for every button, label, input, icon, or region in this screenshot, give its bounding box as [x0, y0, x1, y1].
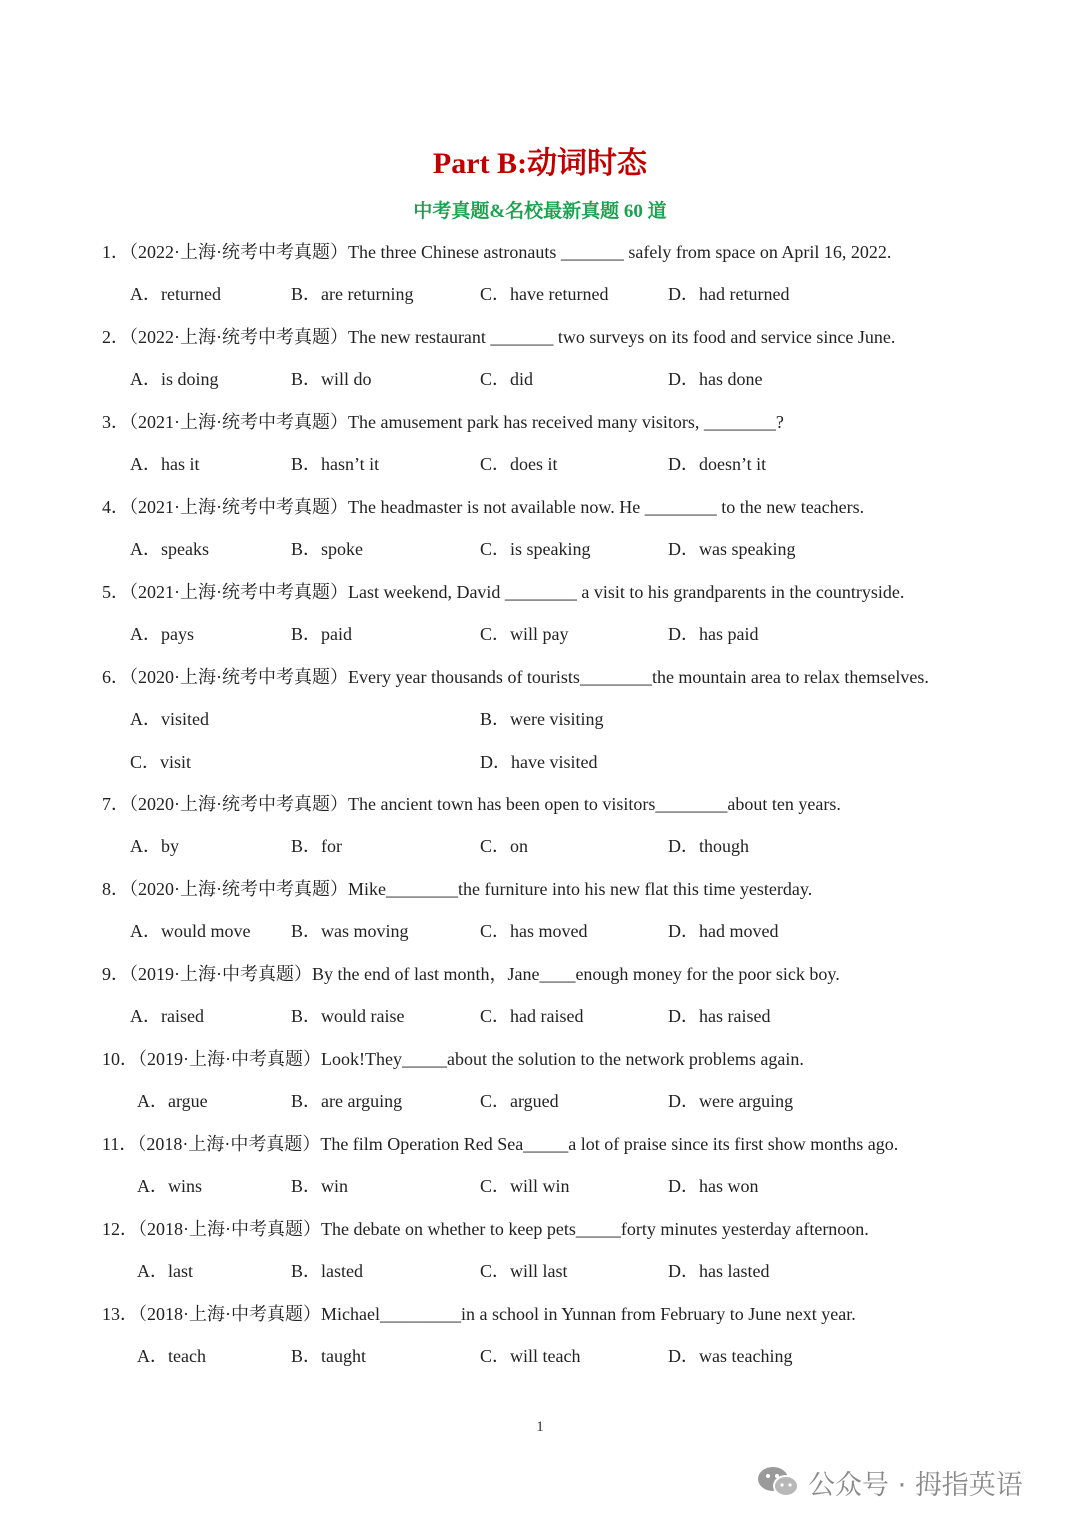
answer-option: B．were visiting — [480, 709, 604, 729]
answer-option: C．had raised — [480, 1006, 584, 1026]
answer-option: A．argue — [137, 1091, 208, 1111]
options-row — [0, 1089, 1080, 1113]
options-row — [0, 919, 1080, 943]
wechat-icon — [756, 1464, 800, 1500]
answer-option: D．has done — [668, 369, 763, 389]
answer-option: B．hasn’t it — [291, 454, 380, 474]
question-stem: 12．（2018·上海·中考真题）The debate on whether to keep pets_____forty minutes yesterday afternoon. — [102, 1219, 869, 1239]
question-stem: 7．（2020·上海·统考中考真题）The ancient town has been open to visitors________about ten years. — [102, 794, 841, 814]
question-stem: 6．（2020·上海·统考中考真题）Every year thousands of tourists________the mountain area to relax themselves. — [102, 667, 929, 687]
options-row — [0, 622, 1080, 646]
question-stem: 8．（2020·上海·统考中考真题）Mike________the furniture into his new flat this time yesterday. — [102, 879, 813, 899]
question-stem: 2．（2022·上海·统考中考真题）The new restaurant _______ two surveys on its food and service since June. — [102, 327, 896, 347]
options-row — [0, 1259, 1080, 1283]
page-number: 1 — [536, 1419, 544, 1435]
answer-option: C．will pay — [480, 624, 569, 644]
options-row — [0, 834, 1080, 858]
answer-option: D．have visited — [480, 752, 598, 772]
answer-option: A．teach — [137, 1346, 206, 1366]
options-row — [0, 537, 1080, 561]
question-stem: 9．（2019·上海·中考真题）By the end of last month，Jane____enough money for the poor sick boy. — [102, 964, 840, 984]
answer-option: B．will do — [291, 369, 372, 389]
answer-option: C．have returned — [480, 284, 609, 304]
options-row — [0, 1344, 1080, 1368]
answer-option: D．had returned — [668, 284, 790, 304]
answer-option: B．paid — [291, 624, 352, 644]
answer-option: A．has it — [130, 454, 200, 474]
answer-option: B．spoke — [291, 539, 363, 559]
answer-option: A．pays — [130, 624, 194, 644]
answer-option: C．has moved — [480, 921, 588, 941]
answer-option: A．visited — [130, 709, 209, 729]
question-stem: 13．（2018·上海·中考真题）Michael_________in a school in Yunnan from February to June next year. — [102, 1304, 856, 1324]
answer-option: D．was speaking — [668, 539, 796, 559]
answer-option: C．will teach — [480, 1346, 581, 1366]
question-stem: 3．（2021·上海·统考中考真题）The amusement park has received many visitors, ________? — [102, 412, 784, 432]
answer-option: B．for — [291, 836, 342, 856]
answer-option: B．would raise — [291, 1006, 405, 1026]
options-row — [0, 282, 1080, 306]
question-stem: 10．（2019·上海·中考真题）Look!They_____about the solution to the network problems again. — [102, 1049, 804, 1069]
answer-option: D．has paid — [668, 624, 759, 644]
question-stem: 1．（2022·上海·统考中考真题）The three Chinese astronauts _______ safely from space on April 16, 2022. — [102, 242, 892, 262]
answer-option: B．was moving — [291, 921, 409, 941]
answer-option: C．argued — [480, 1091, 559, 1111]
answer-option: D．has lasted — [668, 1261, 770, 1281]
answer-option: A．wins — [137, 1176, 203, 1196]
answer-option: B．lasted — [291, 1261, 363, 1281]
options-row — [0, 707, 1080, 731]
answer-option: C．does it — [480, 454, 558, 474]
answer-option: A．raised — [130, 1006, 204, 1026]
answer-option: B．win — [291, 1176, 349, 1196]
question-stem: 4．（2021·上海·统考中考真题）The headmaster is not available now. He ________ to the new teachers. — [102, 497, 865, 517]
options-row — [0, 452, 1080, 476]
question-stem: 5．（2021·上海·统考中考真题）Last weekend, David ________ a visit to his grandparents in the countryside. — [102, 582, 905, 602]
answer-option: A．by — [130, 836, 179, 856]
options-row — [0, 750, 1080, 774]
answer-option: D．has won — [668, 1176, 759, 1196]
answer-option: B．are arguing — [291, 1091, 403, 1111]
answer-option: D．doesn’t it — [668, 454, 767, 474]
answer-option: D．was teaching — [668, 1346, 793, 1366]
answer-option: C．will last — [480, 1261, 568, 1281]
answer-option: A．returned — [130, 284, 221, 304]
page-subtitle: 中考真题&名校最新真题 60 道 — [413, 201, 667, 222]
answer-option: D．were arguing — [668, 1091, 794, 1111]
answer-option: A．would move — [130, 921, 251, 941]
options-row — [0, 1174, 1080, 1198]
answer-option: A．last — [137, 1261, 193, 1281]
answer-option: A．speaks — [130, 539, 209, 559]
answer-option: D．though — [668, 836, 749, 856]
options-row — [0, 367, 1080, 391]
answer-option: A．is doing — [130, 369, 219, 389]
answer-option: C．did — [480, 369, 534, 389]
answer-option: C．visit — [130, 752, 192, 772]
answer-option: D．has raised — [668, 1006, 771, 1026]
answer-option: C．is speaking — [480, 539, 591, 559]
answer-option: B．taught — [291, 1346, 366, 1366]
watermark-text: 公众号 · 拇指英语 — [808, 1469, 1023, 1501]
answer-option: C．will win — [480, 1176, 570, 1196]
question-stem: 11．（2018·上海·中考真题）The film Operation Red Sea_____a lot of praise since its first show months ago. — [102, 1134, 899, 1154]
watermark — [756, 1462, 1023, 1502]
answer-option: C．on — [480, 836, 529, 856]
page-title: Part B:动词时态 — [432, 147, 648, 180]
options-row — [0, 1004, 1080, 1028]
answer-option: D．had moved — [668, 921, 779, 941]
answer-option: B．are returning — [291, 284, 414, 304]
